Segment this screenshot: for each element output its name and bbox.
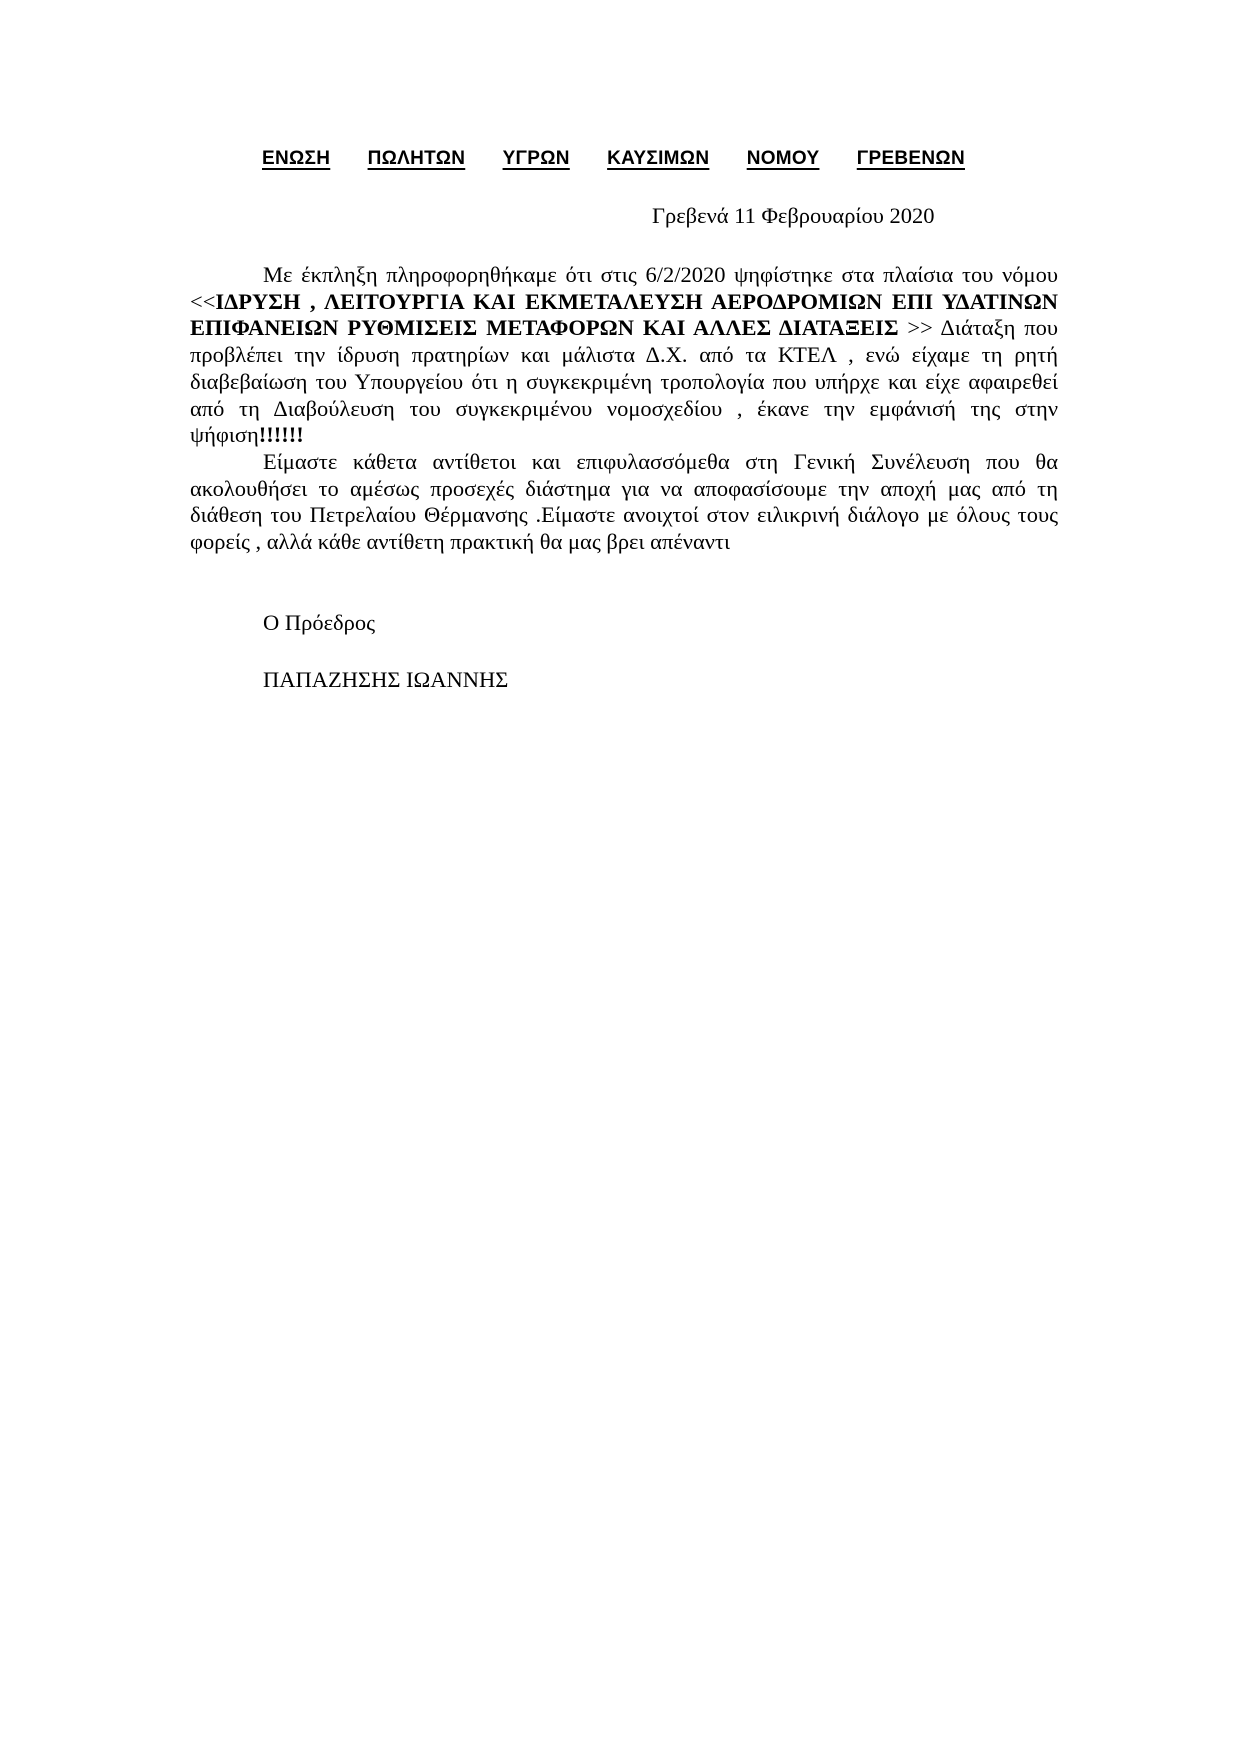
document-date: Γρεβενά 11 Φεβρουαρίου 2020 xyxy=(652,203,935,228)
exclamation-marks: !!!!!! xyxy=(258,422,304,448)
header-word: ΓΡΕΒΕΝΩΝ xyxy=(856,148,965,169)
letter-body xyxy=(190,262,1058,556)
header-word: ΠΩΛΗΤΩΝ xyxy=(367,148,466,169)
paragraph-2: Είμαστε κάθετα αντίθετοι και επιφυλασσόμεθα στη Γενική Συνέλευση που θα ακολουθήσει το αμέσως προσεχές διάστημα για να αποφασίσουμε την αποχή μας από τη διάθεση του Πετρελαίου Θέρμανσης .Είμαστε ανοιχτοί στον ειλικρινή διάλογο με όλους τους φορείς , αλλά κάθε αντίθετη πρακτική θα μας βρει απέναντι xyxy=(190,448,1058,555)
header-word: ΝΟΜΟΥ xyxy=(746,148,820,169)
header-word: ΚΑΥΣΙΜΩΝ xyxy=(607,148,710,169)
signature-title: Ο Πρόεδρος xyxy=(263,610,376,635)
header-word: ΕΝΩΣΗ xyxy=(262,148,331,169)
paragraph-1-intro: Με έκπληξη πληροφορηθήκαμε ότι στις 6/2/2020 ψηφίστηκε στα πλαίσια του νόμου << xyxy=(190,262,1058,314)
paragraph-1 xyxy=(190,262,1058,449)
signature-name: ΠΑΠΑΖΗΣΗΣ ΙΩΑΝΝΗΣ xyxy=(263,667,509,692)
organization-header xyxy=(252,148,975,170)
paragraph-1-rest: >> Διάταξη που προβλέπει την ίδρυση πρατηρίων και μάλιστα Δ.Χ. από τα ΚΤΕΛ , ενώ είχαμε τη ρητή διαβεβαίωση του Υπουργείου ότι η συγκεκριμένη τροπολογία που υπήρχε και είχε αφαιρεθεί από τη Διαβούλευση του συγκεκριμένου νομοσχεδίου , έκανε την εμφάνισή της στην ψήφιση xyxy=(190,315,1058,448)
law-title: ΙΔΡΥΣΗ , ΛΕΙΤΟΥΡΓΙΑ ΚΑΙ ΕΚΜΕΤΑΛΕΥΣΗ ΑΕΡΟΔΡΟΜΙΩΝ ΕΠΙ ΥΔΑΤΙΝΩΝ ΕΠΙΦΑΝΕΙΩΝ ΡΥΘΜΙΣΕΙΣ ΜΕΤΑΦΟΡΩΝ ΚΑΙ ΑΛΛΕΣ ΔΙΑΤΑΞΕΙΣ xyxy=(190,288,1058,341)
header-word: ΥΓΡΩΝ xyxy=(502,148,570,169)
